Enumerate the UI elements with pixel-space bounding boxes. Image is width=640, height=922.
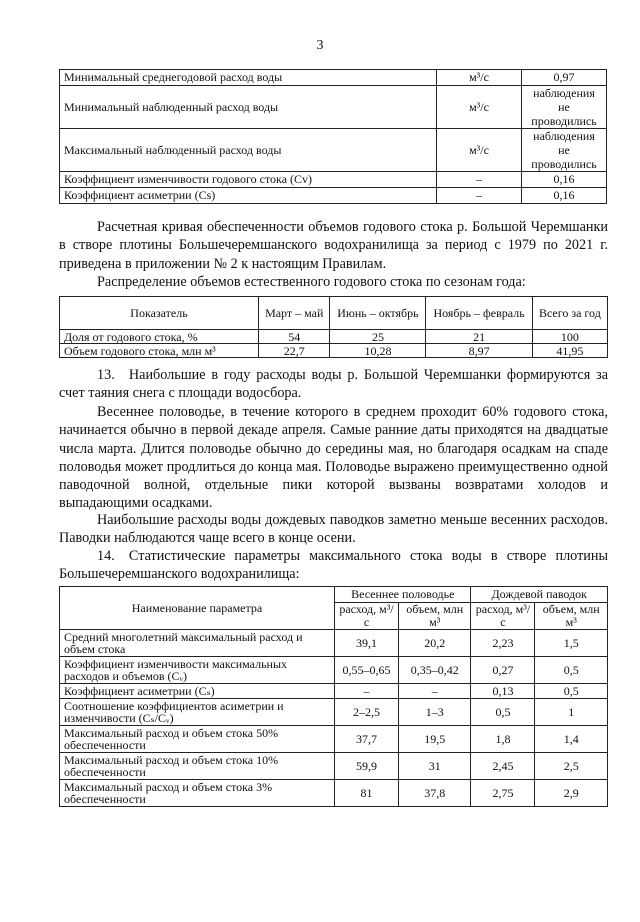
value-cell: 1,4 [535,726,608,753]
param-cell: Минимальный наблюденный расход воды [60,86,437,129]
table-cell: 54 [259,330,330,344]
table-cell: 25 [330,330,426,344]
column-header: Июнь – октябрь [330,297,426,330]
header-rain-flow: расход, м³/с [471,603,535,630]
param-cell: Максимальный наблюденный расход воды [60,129,437,172]
unit-cell: м³/с [437,129,522,172]
paragraph-seasonal-intro: Распределение объемов естественного годового стока по сезонам года: [97,274,526,290]
value-cell: 1,8 [471,726,535,753]
value-cell: 0,27 [471,657,535,684]
table-cell: 22,7 [259,344,330,358]
header-spring-volume: объем, млн м³ [398,603,471,630]
table-row [60,630,608,657]
value-cell: – [398,684,471,699]
unit-cell: – [437,172,522,188]
seasonal-runoff-table [59,296,608,358]
table-row [60,86,607,129]
value-cell: 59,9 [335,753,399,780]
unit-cell: – [437,188,522,204]
column-header: Ноябрь – февраль [426,297,532,330]
value-cell: 39,1 [335,630,399,657]
table-cell: 10,28 [330,344,426,358]
table-row [60,344,608,358]
value-cell: 19,5 [398,726,471,753]
page-number: 3 [316,38,324,53]
value-cell: наблюдения не проводились [522,86,607,129]
column-header: Показатель [60,297,259,330]
value-cell: 0,16 [522,172,607,188]
value-cell: 0,5 [535,657,608,684]
table-row [60,129,607,172]
hydrology-params-table [59,69,607,204]
value-cell: 0,16 [522,188,607,204]
table-row [60,753,608,780]
table-row [60,70,607,86]
value-cell: 0,55–0,65 [335,657,399,684]
table-row [60,188,607,204]
value-cell: 0,13 [471,684,535,699]
value-cell: 2,75 [471,780,535,807]
value-cell: 31 [398,753,471,780]
value-cell: 1 [535,699,608,726]
table-row [60,726,608,753]
column-header: Март – май [259,297,330,330]
table-row [60,780,608,807]
value-cell: 0,5 [535,684,608,699]
paragraph-supply-curve: Расчетная кривая обеспеченности объемов годового стока р. Большой Черемшанки в створе плотины Большечеремшанского водохранилища за период с 1979 по 2021 г. приведена в приложении № 2 к настоящим Правилам. [59,219,608,272]
param-cell: Коэффициент изменчивости максимальных расходов и объемов (Cᵥ) [60,657,335,684]
paragraph-14: 14. Статистические параметры максимального стока воды в створе плотины Большечеремшанского водохранилища: [59,548,608,583]
value-cell: 2,5 [535,753,608,780]
param-cell: Минимальный среднегодовой расход воды [60,70,437,86]
table-cell: Объем годового стока, млн м³ [60,344,259,358]
param-cell: Коэффициент асиметрии (Cs) [60,188,437,204]
value-cell: 0,97 [522,70,607,86]
table-row [60,330,608,344]
value-cell: 2–2,5 [335,699,399,726]
value-cell: 0,5 [471,699,535,726]
param-cell: Максимальный расход и объем стока 50% обеспеченности [60,726,335,753]
max-runoff-table [59,586,608,807]
table-cell: 8,97 [426,344,532,358]
param-cell: Коэффициент асиметрии (Cₛ) [60,684,335,699]
value-cell: 2,23 [471,630,535,657]
header-param-name: Наименование параметра [60,587,335,630]
value-cell: 1–3 [398,699,471,726]
paragraph-13: 13. Наибольшие в году расходы воды р. Большой Черемшанки формируются за счет таяния снега с площади водосбора. [59,367,608,402]
table-cell: Доля от годового стока, % [60,330,259,344]
header-spring-flow: расход, м³/с [335,603,399,630]
param-cell: Средний многолетний максимальный расход и объем стока [60,630,335,657]
table-row [60,172,607,188]
value-cell: наблюдения не проводились [522,129,607,172]
unit-cell: м³/с [437,86,522,129]
table-row [60,699,608,726]
unit-cell: м³/с [437,70,522,86]
param-cell: Максимальный расход и объем стока 3% обеспеченности [60,780,335,807]
table-cell: 21 [426,330,532,344]
paragraph-spring-flood: Весеннее половодье, в течение которого в среднем проходит 60% годового стока, начинается обычно в первой декаде апреля. Самые ранние даты приходятся на двадцатые числа марта. Длится половодье обычно до середины мая, но благодаря осадкам на спаде половодья может продлиться до конца мая. Половодье выражено преимущественно одной паводочной волной, отдельные пики которой вызваны возвратами холодов и выпадающими осадками. [59,404,608,512]
value-cell: 2,45 [471,753,535,780]
value-cell: 2,9 [535,780,608,807]
table-row [60,684,608,699]
param-cell: Максимальный расход и объем стока 10% обеспеченности [60,753,335,780]
column-header: Всего за год [532,297,607,330]
value-cell: – [335,684,399,699]
value-cell: 81 [335,780,399,807]
paragraph-rain-floods: Наибольшие расходы воды дождевых паводков заметно меньше весенних расходов. Паводки наблюдаются чаще всего в конце осени. [59,512,608,547]
param-cell: Коэффициент изменчивости годового стока (Cv) [60,172,437,188]
header-rain-volume: объем, млн м³ [535,603,608,630]
value-cell: 0,35–0,42 [398,657,471,684]
table-cell: 41,95 [532,344,607,358]
header-spring-flood: Весеннее половодье [335,587,471,603]
param-cell: Соотношение коэффициентов асиметрии и изменчивости (Cₛ/Cᵥ) [60,699,335,726]
value-cell: 1,5 [535,630,608,657]
header-rain-flood: Дождевой паводок [471,587,608,603]
table-row [60,657,608,684]
table-cell: 100 [532,330,607,344]
value-cell: 37,8 [398,780,471,807]
value-cell: 37,7 [335,726,399,753]
value-cell: 20,2 [398,630,471,657]
